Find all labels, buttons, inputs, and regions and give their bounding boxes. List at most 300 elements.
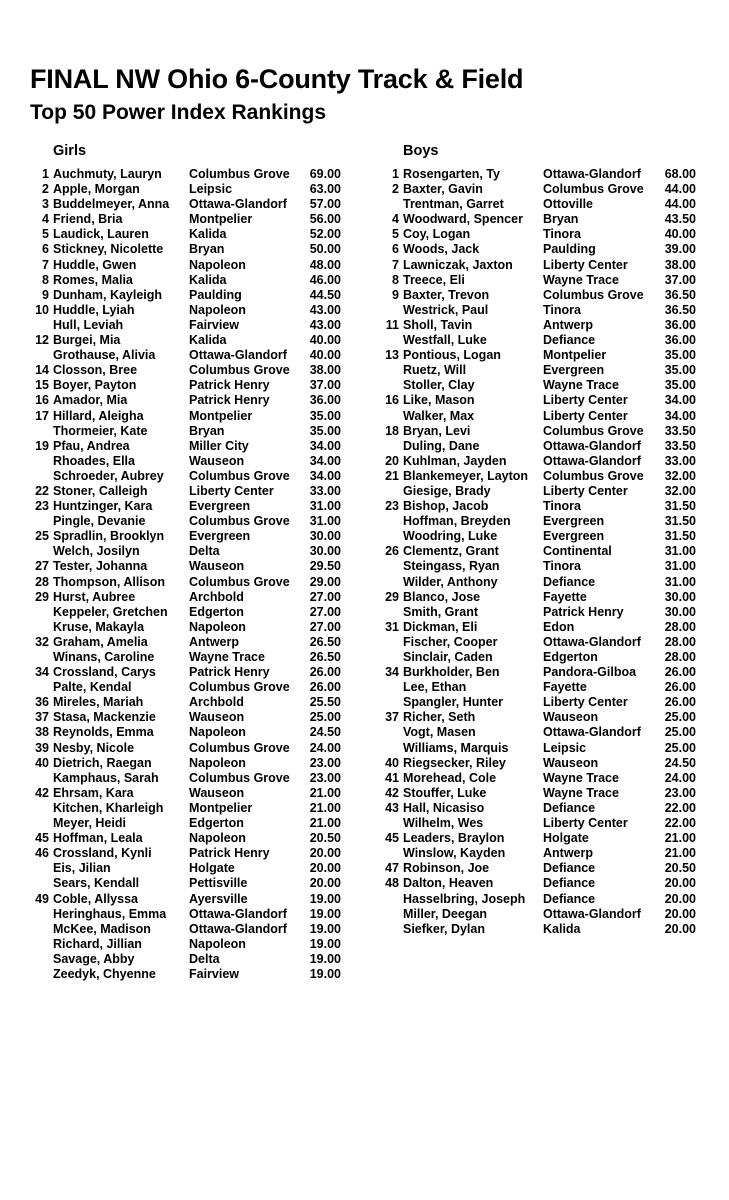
ranking-row [29, 801, 349, 816]
power-points: 20.00 [664, 876, 696, 891]
school-name: Patrick Henry [189, 393, 270, 408]
school-name: Wayne Trace [543, 785, 619, 800]
rank-cell: 38 [35, 725, 49, 740]
school-name: Wayne Trace [543, 272, 619, 287]
ranking-row [29, 212, 349, 227]
power-points: 36.00 [664, 333, 696, 348]
power-points: 20.00 [664, 891, 696, 906]
school-name: Ottawa-Glandorf [543, 634, 641, 649]
ranking-row [29, 333, 349, 348]
school-name: Paulding [189, 287, 242, 302]
athlete-name: Siefker, Dylan [403, 921, 485, 936]
ranking-row [379, 227, 699, 242]
ranking-row [29, 559, 349, 574]
rank-cell: 47 [385, 861, 399, 876]
ranking-row [379, 846, 699, 861]
ranking-row [29, 544, 349, 559]
rank-cell: 42 [35, 785, 49, 800]
school-name: Ayersville [189, 891, 248, 906]
school-name: Pandora-Gilboa [543, 665, 637, 680]
athlete-name: Vogt, Masen [403, 725, 476, 740]
power-points: 30.00 [664, 589, 696, 604]
power-points: 27.00 [309, 619, 341, 634]
athlete-name: Dunham, Kayleigh [53, 287, 163, 302]
ranking-row [29, 227, 349, 242]
boys-heading: Boys [403, 143, 439, 159]
athlete-name: Sinclair, Caden [403, 650, 493, 664]
athlete-name: Winslow, Kayden [403, 846, 506, 861]
power-points: 25.00 [664, 710, 696, 725]
athlete-name: Duling, Dane [403, 438, 480, 453]
ranking-row [379, 635, 699, 650]
power-points: 20.00 [309, 876, 341, 891]
athlete-name: Spradlin, Brooklyn [53, 529, 165, 544]
athlete-name: Trentman, Garret [403, 197, 504, 212]
school-name: Kalida [189, 333, 227, 348]
school-name: Ottoville [543, 197, 594, 212]
ranking-row [379, 529, 699, 544]
power-points: 26.50 [309, 634, 341, 649]
ranking-row [379, 801, 699, 816]
ranking-row [29, 318, 349, 333]
power-points: 31.00 [309, 499, 341, 514]
ranking-row [379, 665, 699, 680]
rank-cell: 31 [385, 619, 399, 634]
school-name: Liberty Center [543, 408, 628, 423]
athlete-name: Hurst, Aubree [53, 589, 136, 604]
school-name: Evergreen [543, 529, 605, 544]
school-name: Montpelier [189, 800, 253, 815]
rank-cell: 37 [385, 710, 399, 725]
athlete-name: Stouffer, Luke [403, 785, 487, 800]
athlete-name: Savage, Abby [53, 951, 135, 966]
school-name: Tinora [543, 302, 581, 317]
athlete-name: Miller, Deegan [403, 906, 488, 921]
athlete-name: Kamphaus, Sarah [53, 770, 159, 785]
girls-rankings-list [29, 167, 349, 982]
rank-cell: 12 [35, 333, 49, 348]
girls-heading: Girls [53, 143, 87, 159]
athlete-name: Richard, Jillian [53, 936, 142, 951]
school-name: Montpelier [189, 212, 253, 227]
school-name: Montpelier [543, 348, 607, 363]
school-name: Bryan [189, 242, 225, 257]
rank-cell: 19 [35, 438, 49, 453]
school-name: Fayette [543, 589, 587, 604]
school-name: Columbus Grove [543, 423, 644, 438]
school-name: Liberty Center [543, 393, 628, 408]
rank-cell: 37 [35, 710, 49, 725]
school-name: Columbus Grove [189, 680, 290, 695]
athlete-name: Friend, Bria [53, 212, 123, 227]
school-name: Columbus Grove [189, 167, 290, 181]
athlete-name: Stasa, Mackenzie [53, 710, 156, 725]
power-points: 22.00 [664, 800, 696, 815]
athlete-name: Nesby, Nicole [53, 740, 135, 755]
school-name: Napoleon [189, 831, 246, 846]
athlete-name: McKee, Madison [53, 921, 151, 936]
school-name: Leipsic [543, 740, 587, 755]
school-name: Leipsic [189, 182, 233, 197]
school-name: Columbus Grove [189, 740, 290, 755]
power-points: 31.50 [664, 499, 696, 514]
school-name: Bryan [543, 212, 579, 227]
rank-cell: 46 [35, 846, 49, 861]
rank-cell: 6 [42, 242, 49, 257]
power-points: 24.00 [664, 770, 696, 785]
athlete-name: Crossland, Kynli [53, 846, 152, 861]
ranking-row [379, 333, 699, 348]
power-points: 30.00 [309, 529, 341, 544]
athlete-name: Ehrsam, Kara [53, 785, 134, 800]
athlete-name: Hull, Leviah [53, 317, 124, 332]
power-points: 19.00 [309, 966, 341, 981]
power-points: 19.00 [309, 906, 341, 921]
school-name: Columbus Grove [189, 468, 290, 483]
athlete-name: Robinson, Joe [403, 861, 490, 876]
rank-cell: 4 [42, 212, 49, 227]
power-points: 33.00 [664, 453, 696, 468]
ranking-row [29, 967, 349, 982]
power-points: 40.00 [664, 227, 696, 242]
power-points: 27.00 [309, 604, 341, 619]
athlete-name: Fischer, Cooper [403, 634, 498, 649]
ranking-row [29, 816, 349, 831]
ranking-row [29, 725, 349, 740]
school-name: Patrick Henry [189, 846, 270, 861]
rank-cell: 7 [392, 257, 399, 272]
power-points: 26.00 [309, 665, 341, 680]
rank-cell: 45 [35, 831, 49, 846]
school-name: Fayette [543, 680, 587, 695]
power-points: 46.00 [309, 272, 341, 287]
athlete-name: Burkholder, Ben [403, 665, 500, 680]
power-points: 56.00 [309, 212, 341, 227]
power-points: 23.00 [664, 785, 696, 800]
athlete-name: Dickman, Eli [403, 619, 478, 634]
school-name: Ottawa-Glandorf [189, 906, 287, 921]
power-points: 37.00 [664, 272, 696, 287]
ranking-row [29, 242, 349, 257]
power-points: 19.00 [309, 936, 341, 951]
school-name: Evergreen [189, 499, 251, 514]
athlete-name: Walker, Max [403, 408, 475, 423]
power-points: 20.50 [309, 831, 341, 846]
ranking-row [29, 303, 349, 318]
rank-cell: 13 [385, 348, 399, 363]
power-points: 34.00 [309, 438, 341, 453]
athlete-name: Romes, Malia [53, 272, 133, 287]
school-name: Edgerton [189, 816, 244, 831]
athlete-name: Stoner, Calleigh [53, 483, 148, 498]
power-points: 25.50 [309, 695, 341, 710]
ranking-row [29, 529, 349, 544]
school-name: Holgate [189, 861, 235, 876]
athlete-name: Grothause, Alivia [53, 348, 156, 363]
ranking-row [29, 258, 349, 273]
ranking-row [29, 650, 349, 665]
athlete-name: Winans, Caroline [53, 650, 155, 664]
ranking-row [29, 469, 349, 484]
ranking-row [29, 197, 349, 212]
school-name: Patrick Henry [543, 604, 624, 619]
school-name: Kalida [189, 272, 227, 287]
ranking-row [29, 680, 349, 695]
rank-cell: 14 [35, 363, 49, 378]
school-name: Columbus Grove [543, 468, 644, 483]
ranking-row [379, 212, 699, 227]
ranking-row [379, 650, 699, 665]
ranking-row [29, 363, 349, 378]
athlete-name: Like, Mason [403, 393, 475, 408]
school-name: Holgate [543, 831, 589, 846]
power-points: 33.50 [664, 423, 696, 438]
power-points: 20.00 [309, 846, 341, 861]
power-points: 34.00 [664, 408, 696, 423]
ranking-row [379, 725, 699, 740]
athlete-name: Reynolds, Emma [53, 725, 154, 740]
power-points: 23.00 [309, 755, 341, 770]
athlete-name: Lawniczak, Jaxton [403, 257, 513, 272]
power-points: 19.00 [309, 951, 341, 966]
school-name: Liberty Center [543, 483, 628, 498]
ranking-row [29, 831, 349, 846]
school-name: Wayne Trace [189, 650, 265, 664]
school-name: Ottawa-Glandorf [543, 725, 641, 740]
athlete-name: Laudick, Lauren [53, 227, 149, 242]
ranking-row [29, 952, 349, 967]
school-name: Wauseon [189, 453, 245, 468]
rank-cell: 49 [35, 891, 49, 906]
ranking-row [29, 182, 349, 197]
school-name: Ottawa-Glandorf [543, 906, 641, 921]
ranking-row [379, 242, 699, 257]
school-name: Patrick Henry [189, 665, 270, 680]
rank-cell: 27 [35, 559, 49, 574]
ranking-row [379, 303, 699, 318]
athlete-name: Baxter, Gavin [403, 182, 483, 197]
athlete-name: Leaders, Braylon [403, 831, 505, 846]
athlete-name: Huddle, Gwen [53, 257, 137, 272]
ranking-row [379, 771, 699, 786]
ranking-row [29, 575, 349, 590]
athlete-name: Heringhaus, Emma [53, 906, 167, 921]
rank-cell: 32 [35, 634, 49, 649]
school-name: Pettisville [189, 876, 248, 891]
athlete-name: Eis, Jilian [53, 861, 111, 876]
rank-cell: 43 [385, 800, 399, 815]
athlete-name: Graham, Amelia [53, 634, 148, 649]
power-points: 25.00 [309, 710, 341, 725]
ranking-row [379, 544, 699, 559]
ranking-row [29, 454, 349, 469]
power-points: 48.00 [309, 257, 341, 272]
athlete-name: Huntzinger, Kara [53, 499, 153, 514]
ranking-row [29, 378, 349, 393]
power-points: 26.00 [664, 695, 696, 710]
ranking-row [379, 288, 699, 303]
ranking-row [29, 695, 349, 710]
school-name: Tinora [543, 227, 581, 242]
athlete-name: Wilder, Anthony [403, 574, 498, 589]
ranking-row [29, 590, 349, 605]
athlete-name: Rhoades, Ella [53, 453, 135, 468]
ranking-row [29, 409, 349, 424]
ranking-row [29, 635, 349, 650]
athlete-name: Zeedyk, Chyenne [53, 966, 156, 981]
athlete-name: Kuhlman, Jayden [403, 453, 507, 468]
power-points: 43.50 [664, 212, 696, 227]
rank-cell: 5 [392, 227, 399, 242]
school-name: Columbus Grove [543, 182, 644, 197]
athlete-name: Woods, Jack [403, 242, 480, 257]
ranking-row [379, 786, 699, 801]
athlete-name: Clementz, Grant [403, 544, 499, 559]
power-points: 38.00 [664, 257, 696, 272]
ranking-row [29, 922, 349, 937]
athlete-name: Ruetz, Will [403, 363, 467, 378]
ranking-row [379, 876, 699, 891]
power-points: 30.00 [309, 544, 341, 559]
rank-cell: 9 [42, 287, 49, 302]
ranking-row [29, 499, 349, 514]
athlete-name: Giesige, Brady [403, 483, 491, 498]
power-points: 40.00 [309, 348, 341, 363]
athlete-name: Rosengarten, Ty [403, 167, 501, 181]
power-points: 26.00 [309, 680, 341, 695]
school-name: Napoleon [189, 257, 246, 272]
power-points: 63.00 [309, 182, 341, 197]
power-points: 36.00 [309, 393, 341, 408]
rank-cell: 11 [385, 317, 399, 332]
school-name: Edgerton [543, 650, 598, 664]
ranking-row [379, 348, 699, 363]
athlete-name: Pingle, Devanie [53, 514, 146, 529]
athlete-name: Huddle, Lyiah [53, 302, 135, 317]
athlete-name: Thormeier, Kate [53, 423, 148, 438]
ranking-row [29, 846, 349, 861]
power-points: 32.00 [664, 468, 696, 483]
school-name: Patrick Henry [189, 378, 270, 393]
rank-cell: 26 [385, 544, 399, 559]
power-points: 44.50 [309, 287, 341, 302]
rank-cell: 20 [385, 453, 399, 468]
power-points: 21.00 [664, 846, 696, 861]
athlete-name: Lee, Ethan [403, 680, 467, 695]
school-name: Fairview [189, 317, 240, 332]
rank-cell: 29 [35, 589, 49, 604]
rank-cell: 16 [385, 393, 399, 408]
athlete-name: Bishop, Jacob [403, 499, 489, 514]
power-points: 29.50 [309, 559, 341, 574]
ranking-row [379, 197, 699, 212]
school-name: Kalida [543, 921, 581, 936]
power-points: 32.00 [664, 483, 696, 498]
rank-cell: 17 [35, 408, 49, 423]
rank-cell: 4 [392, 212, 399, 227]
power-points: 31.00 [664, 559, 696, 574]
school-name: Columbus Grove [543, 287, 644, 302]
ranking-row [379, 484, 699, 499]
athlete-name: Kruse, Makayla [53, 619, 145, 634]
rank-cell: 48 [385, 876, 399, 891]
ranking-row [379, 514, 699, 529]
rank-cell: 8 [392, 272, 399, 287]
school-name: Columbus Grove [189, 574, 290, 589]
school-name: Liberty Center [543, 695, 628, 710]
athlete-name: Richer, Seth [403, 710, 476, 725]
rank-cell: 28 [35, 574, 49, 589]
athlete-name: Smith, Grant [403, 604, 479, 619]
athlete-name: Apple, Morgan [53, 182, 140, 197]
athlete-name: Coble, Allyssa [53, 891, 138, 906]
power-points: 29.00 [309, 574, 341, 589]
school-name: Ottawa-Glandorf [543, 453, 641, 468]
athlete-name: Westfall, Luke [403, 333, 487, 348]
athlete-name: Crossland, Carys [53, 665, 156, 680]
rank-cell: 40 [385, 755, 399, 770]
ranking-row [379, 258, 699, 273]
power-points: 28.00 [664, 634, 696, 649]
power-points: 31.00 [309, 514, 341, 529]
athlete-name: Mireles, Mariah [53, 695, 144, 710]
power-points: 44.00 [664, 197, 696, 212]
ranking-row [379, 756, 699, 771]
power-points: 26.50 [309, 650, 341, 664]
rank-cell: 1 [42, 167, 49, 181]
ranking-row [29, 710, 349, 725]
school-name: Columbus Grove [189, 514, 290, 529]
rank-cell: 3 [42, 197, 49, 212]
power-points: 35.00 [309, 408, 341, 423]
rank-cell: 7 [42, 257, 49, 272]
ranking-row [379, 590, 699, 605]
rank-cell: 42 [385, 785, 399, 800]
athlete-name: Thompson, Allison [53, 574, 166, 589]
power-points: 34.00 [309, 468, 341, 483]
power-points: 35.00 [309, 423, 341, 438]
athlete-name: Stoller, Clay [403, 378, 475, 393]
power-points: 37.00 [309, 378, 341, 393]
ranking-row [29, 605, 349, 620]
ranking-row [29, 876, 349, 891]
rank-cell: 2 [392, 182, 399, 197]
athlete-name: Dietrich, Raegan [53, 755, 152, 770]
power-points: 26.00 [664, 665, 696, 680]
school-name: Ottawa-Glandorf [189, 197, 287, 212]
power-points: 38.00 [309, 363, 341, 378]
school-name: Wauseon [189, 710, 245, 725]
power-points: 28.00 [664, 650, 696, 664]
power-points: 31.50 [664, 514, 696, 529]
ranking-row [29, 665, 349, 680]
athlete-name: Woodward, Spencer [403, 212, 523, 227]
power-points: 31.50 [664, 529, 696, 544]
school-name: Edon [543, 619, 575, 634]
school-name: Archbold [189, 695, 244, 710]
athlete-name: Palte, Kendal [53, 680, 132, 695]
power-points: 36.00 [664, 317, 696, 332]
athlete-name: Bryan, Levi [403, 423, 471, 438]
ranking-row [29, 756, 349, 771]
athlete-name: Williams, Marquis [403, 740, 509, 755]
ranking-row [29, 892, 349, 907]
ranking-row [379, 273, 699, 288]
school-name: Bryan [189, 423, 225, 438]
ranking-row [379, 469, 699, 484]
school-name: Wauseon [543, 710, 599, 725]
power-points: 34.00 [309, 453, 341, 468]
